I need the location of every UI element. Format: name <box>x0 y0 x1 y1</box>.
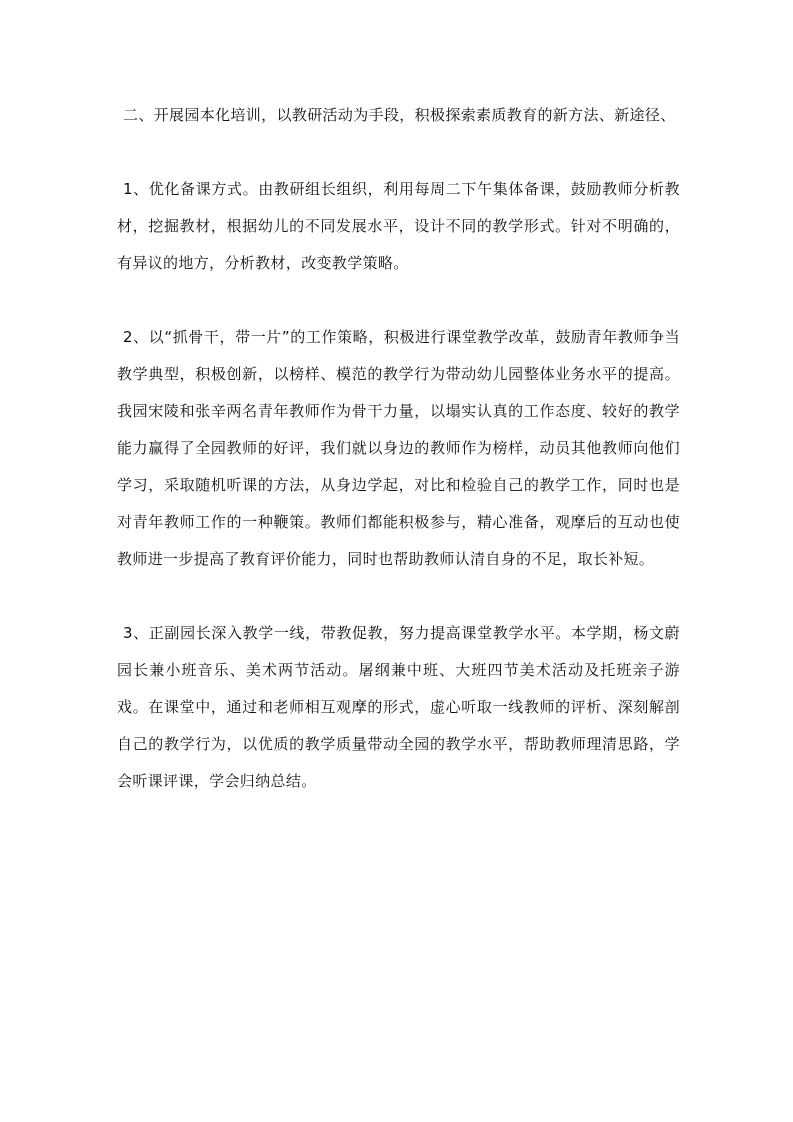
paragraph-gap <box>117 578 680 615</box>
paragraph-gap <box>117 134 680 171</box>
paragraph-gap <box>117 282 680 319</box>
section-heading: 二、开展园本化培训，以教研活动为手段，积极探索素质教育的新方法、新途径、 <box>123 106 676 124</box>
paragraph-lesson-prep: 1、优化备课方式。由教研组长组织，利用每周二下午集体备课，鼓励教师分析教材，挖掘教材，根据幼儿的不同发展水平，设计不同的教学形式。针对不明确的，有异议的地方，分析教材，改变教学策略。 <box>117 180 680 272</box>
document-body <box>117 97 680 800</box>
paragraph-backbone-teachers: 2、以“抓骨干，带一片”的工作策略，积极进行课堂教学改革，鼓励青年教师争当教学典型，积极创新，以榜样、模范的教学行为带动幼儿园整体业务水平的提高。我园宋陵和张辛两名青年教师作为骨干力量，以塌实认真的工作态度、较好的教学能力赢得了全园教师的好评，我们就以身边的教师作为榜样，动员其他教师向他们学习，采取随机听课的方法，从身边学起，对比和检验自己的教学工作，同时也是对青年教师工作的一种鞭策。教师们都能积极参与，精心准备，观摩后的互动也使教师进一步提高了教育评价能力，同时也帮助教师认清自身的不足，取长补短。 <box>117 328 680 568</box>
paragraph-principals-teaching: 3、正副园长深入教学一线，带教促教，努力提高课堂教学水平。本学期，杨文蔚园长兼小班音乐、美术两节活动。屠纲兼中班、大班四节美术活动及托班亲子游戏。在课堂中，通过和老师相互观摩的形式，虚心听取一线教师的评析、深刻解剖自己的教学行为，以优质的教学质量带动全园的教学水平，帮助教师理清思路，学会听课评课，学会归纳总结。 <box>117 624 680 790</box>
